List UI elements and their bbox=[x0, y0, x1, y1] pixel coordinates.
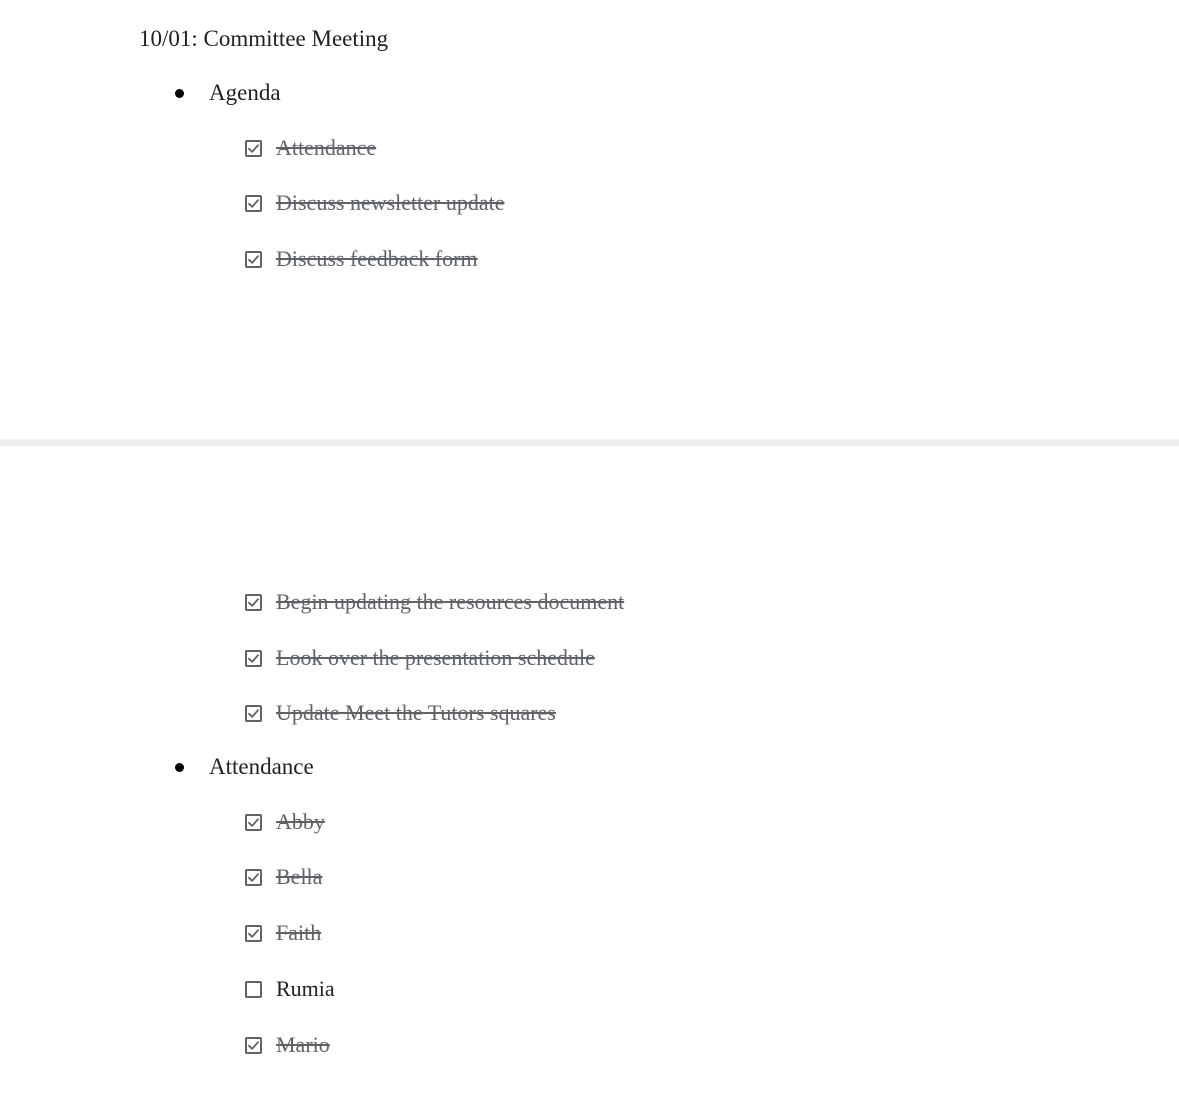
checklist-item bbox=[245, 643, 595, 673]
checklist-item bbox=[245, 698, 556, 728]
checklist-item-label[interactable]: Look over the presentation schedule bbox=[276, 645, 595, 670]
bullet-dot-icon bbox=[175, 89, 184, 98]
checkbox-checked-icon[interactable] bbox=[245, 1037, 262, 1054]
checklist-item bbox=[245, 133, 376, 163]
checkbox-checked-icon[interactable] bbox=[245, 140, 262, 157]
checklist-item-label[interactable]: Mario bbox=[276, 1032, 330, 1057]
section-attendance bbox=[175, 752, 314, 782]
checkbox-checked-icon[interactable] bbox=[245, 251, 262, 268]
checklist-item bbox=[245, 807, 325, 837]
checkbox-checked-icon[interactable] bbox=[245, 925, 262, 942]
checkbox-checked-icon[interactable] bbox=[245, 705, 262, 722]
checkbox-checked-icon[interactable] bbox=[245, 869, 262, 886]
checklist-item bbox=[245, 974, 335, 1004]
checklist-item bbox=[245, 188, 505, 218]
checklist-item-label[interactable]: Faith bbox=[276, 920, 322, 945]
section-label: Attendance bbox=[209, 754, 314, 779]
checkbox-checked-icon[interactable] bbox=[245, 195, 262, 212]
bullet-dot-icon bbox=[175, 763, 184, 772]
section-label: Agenda bbox=[209, 80, 281, 105]
page-break bbox=[0, 439, 1179, 446]
checklist-item bbox=[245, 862, 322, 892]
checklist-item bbox=[245, 1030, 330, 1060]
checklist-item-label[interactable]: Abby bbox=[276, 809, 325, 834]
checkbox-unchecked-icon[interactable] bbox=[245, 981, 262, 998]
checkbox-checked-icon[interactable] bbox=[245, 594, 262, 611]
checklist-item-label[interactable]: Update Meet the Tutors squares bbox=[276, 700, 556, 725]
checklist-item-label[interactable]: Bella bbox=[276, 864, 323, 889]
checklist-item-label[interactable]: Begin updating the resources document bbox=[276, 589, 625, 614]
checklist-item bbox=[245, 918, 321, 948]
page-title: 10/01: Committee Meeting bbox=[139, 26, 389, 51]
checkbox-checked-icon[interactable] bbox=[245, 814, 262, 831]
checklist-item-label[interactable]: Attendance bbox=[276, 135, 377, 160]
checklist-item-label[interactable]: Rumia bbox=[276, 976, 335, 1001]
checklist-item bbox=[245, 244, 478, 274]
checkbox-checked-icon[interactable] bbox=[245, 650, 262, 667]
checklist-item-label[interactable]: Discuss feedback form bbox=[276, 246, 478, 271]
checklist-item-label[interactable]: Discuss newsletter update bbox=[276, 190, 505, 215]
checklist-item bbox=[245, 587, 624, 617]
section-agenda bbox=[175, 78, 281, 108]
